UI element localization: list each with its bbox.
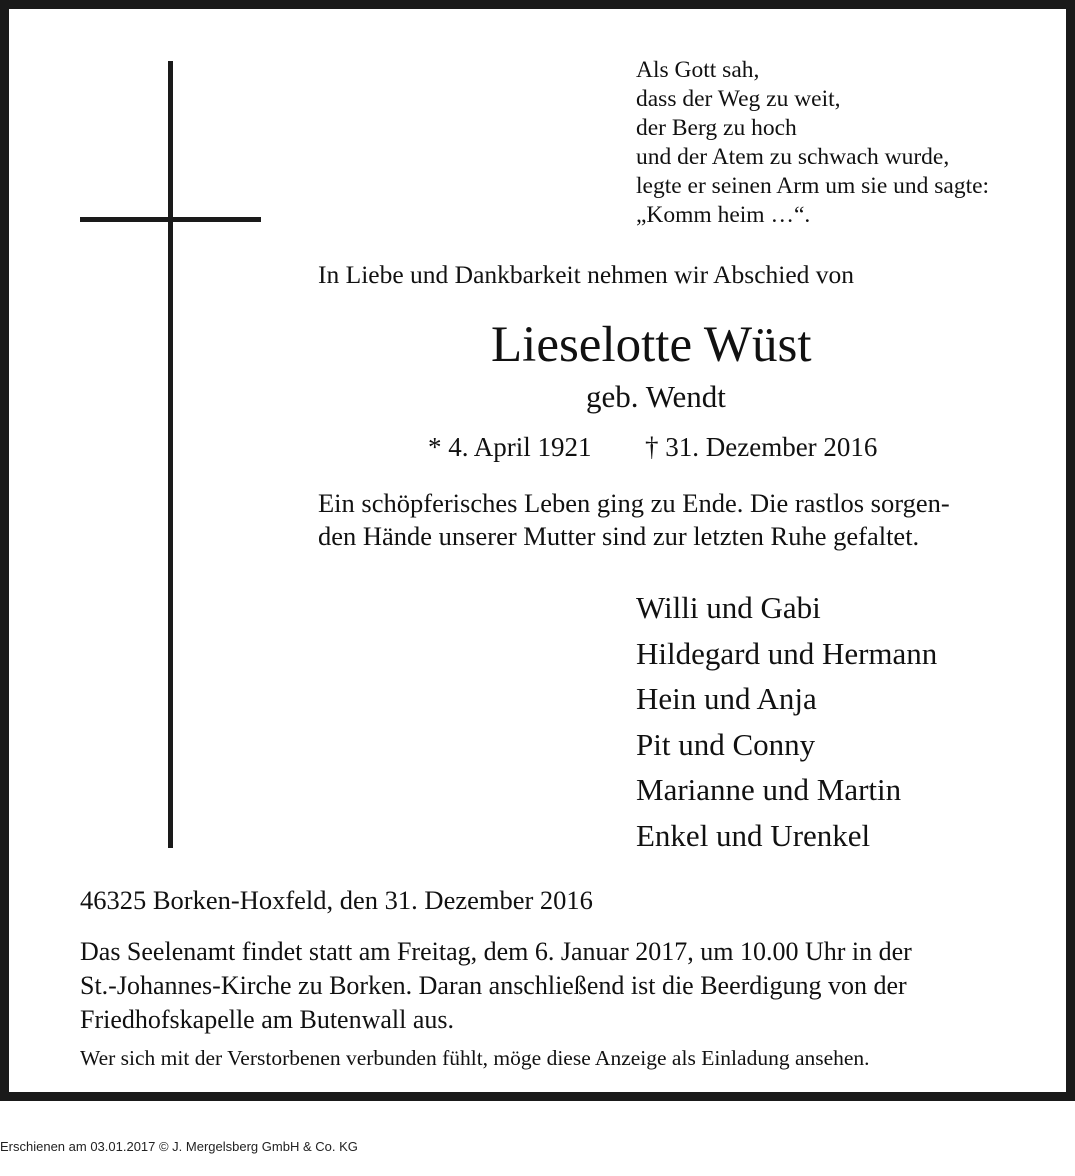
- mourner-item: Enkel und Urenkel: [636, 817, 871, 853]
- mourner-item: Willi und Gabi: [636, 590, 821, 625]
- poem: [636, 56, 989, 230]
- mourner-item: Pit und Conny: [636, 726, 816, 762]
- service-line: Das Seelenamt findet statt am Freitag, dem 6. Januar 2017, um 10.00 Uhr in der: [80, 937, 912, 966]
- mourner-item: Hein und Anja: [636, 681, 817, 716]
- poem-line: „Komm heim …“.: [636, 202, 811, 228]
- tribute-text: [318, 487, 950, 553]
- service-line: St.-Johannes-Kirche zu Borken. Daran anschließend ist die Beerdigung von der: [80, 971, 907, 1000]
- mourners-list: [636, 585, 937, 858]
- invitation-note: Wer sich mit der Verstorbenen verbunden fühlt, möge diese Anzeige als Einladung ansehen.: [80, 1046, 870, 1070]
- tribute-line: Ein schöpferisches Leben ging zu Ende. Die rastlos sorgen-: [318, 488, 950, 518]
- poem-line: und der Atem zu schwach wurde,: [636, 144, 950, 170]
- poem-line: dass der Weg zu weit,: [636, 86, 841, 112]
- publication-credit: Erschienen am 03.01.2017 © J. Mergelsberg GmbH & Co. KG: [0, 1139, 358, 1154]
- poem-line: Als Gott sah,: [636, 57, 760, 83]
- poem-line: legte er seinen Arm um sie und sagte:: [636, 173, 990, 199]
- service-line: Friedhofskapelle am Butenwall aus.: [80, 1005, 455, 1034]
- death-date: † 31. Dezember 2016: [645, 432, 878, 462]
- deceased-name: Lieselotte Wüst: [491, 317, 812, 373]
- cross-vertical-beam: [168, 61, 173, 848]
- poem-line: der Berg zu hoch: [636, 115, 797, 141]
- mourner-item: Marianne und Martin: [636, 772, 902, 807]
- maiden-name: geb. Wendt: [586, 379, 726, 414]
- cross-horizontal-beam: [80, 217, 261, 222]
- tribute-line: den Hände unserer Mutter sind zur letzten Ruhe gefaltet.: [318, 521, 920, 551]
- place-and-date: 46325 Borken-Hoxfeld, den 31. Dezember 2016: [80, 885, 593, 915]
- service-info: [80, 935, 912, 1037]
- farewell-intro: In Liebe und Dankbarkeit nehmen wir Abschied von: [318, 260, 855, 289]
- mourner-item: Hildegard und Hermann: [636, 635, 938, 671]
- birth-date: * 4. April 1921: [428, 432, 592, 462]
